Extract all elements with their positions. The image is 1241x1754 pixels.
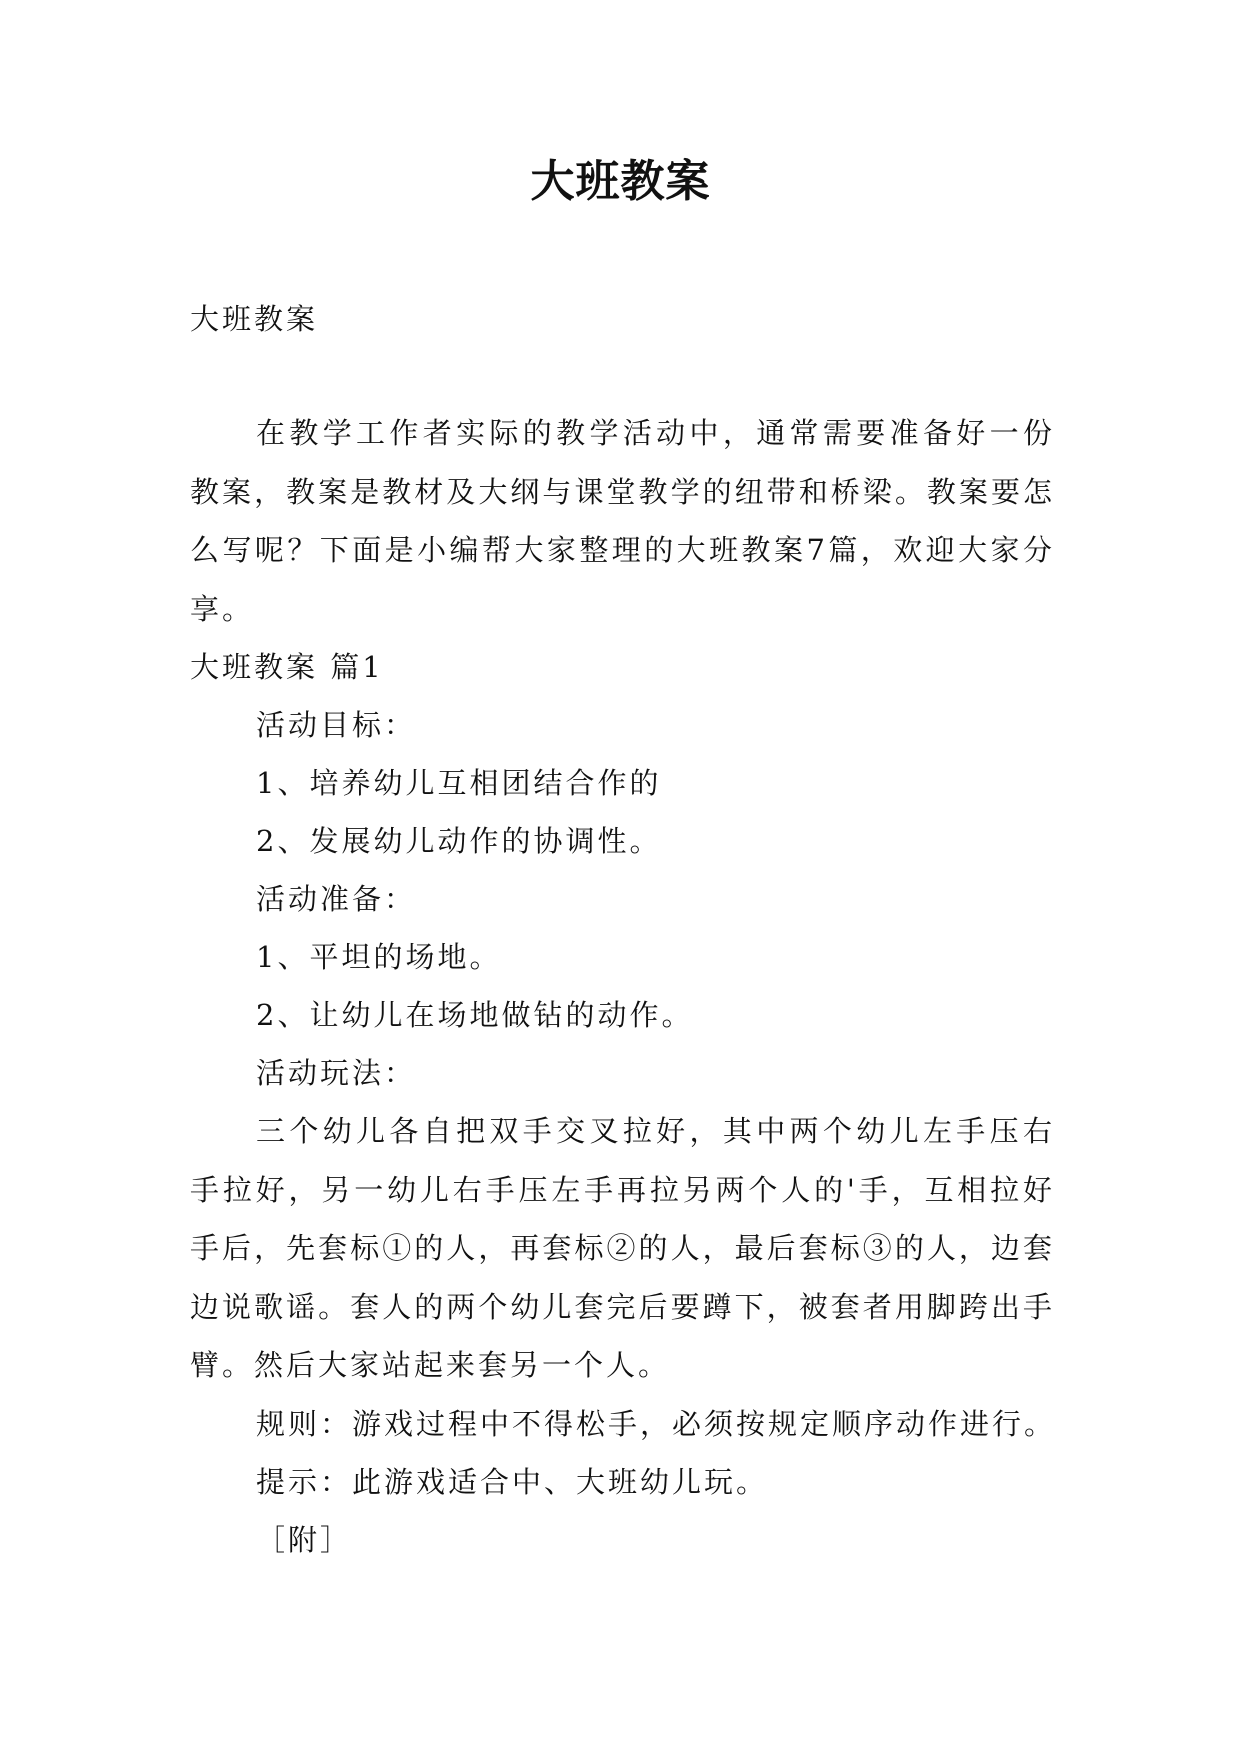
appendix-line: ［附］ xyxy=(256,1522,353,1557)
rules-line: 规则：游戏过程中不得松手，必须按规定顺序动作进行。 xyxy=(256,1406,1057,1441)
document-title: 大班教案 xyxy=(530,156,711,207)
play-paragraph: 三个幼儿各自把双手交叉拉好，其中两个幼儿左手压右手拉好，另一幼儿右手压左手再拉另两个人的'手，互相拉好手后，先套标①的人，再套标②的人，最后套标③的人，边套边说歌谣。套人的两个幼儿套完后要蹲下，被套者用脚跨出手臂。然后大家站起来套另一个人。 xyxy=(190,1114,1055,1382)
spacer xyxy=(190,348,1055,408)
goal-item-2: 2、发展幼儿动作的协调性。 xyxy=(256,824,662,858)
section-heading: 大班教案 篇1 xyxy=(190,650,384,684)
goal-item-1: 1、培养幼儿互相团结合作的 xyxy=(256,766,662,800)
goals-heading: 活动目标： xyxy=(256,708,417,742)
play-heading: 活动玩法： xyxy=(256,1056,417,1090)
prep-item-2: 2、让幼儿在场地做钻的动作。 xyxy=(256,998,694,1032)
prep-item-1: 1、平坦的场地。 xyxy=(256,940,502,974)
subtitle: 大班教案 xyxy=(190,302,319,336)
document-body xyxy=(190,290,1055,1569)
prep-heading: 活动准备： xyxy=(256,882,417,916)
tip-line: 提示：此游戏适合中、大班幼儿玩。 xyxy=(256,1464,769,1499)
intro-paragraph: 在教学工作者实际的教学活动中，通常需要准备好一份教案，教案是教材及大纲与课堂教学的纽带和桥梁。教案要怎么写呢？下面是小编帮大家整理的大班教案7篇，欢迎大家分享。 xyxy=(190,416,1055,626)
